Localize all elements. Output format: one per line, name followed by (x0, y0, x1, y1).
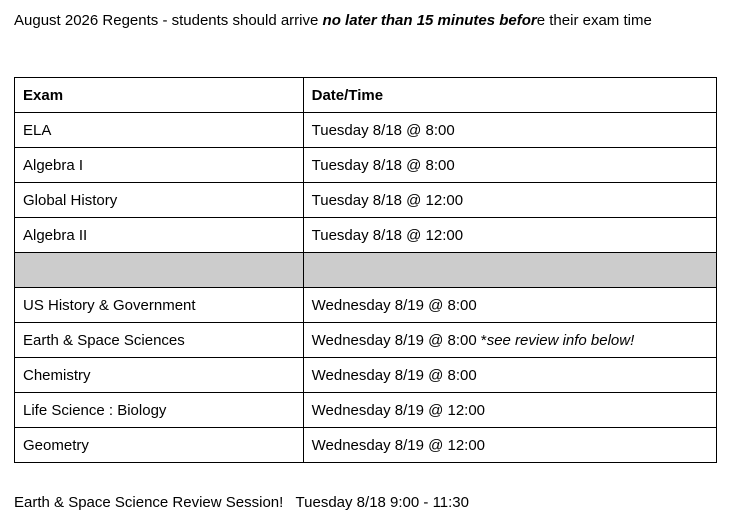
datetime-cell: Wednesday 8/19 @ 12:00 (303, 428, 716, 463)
exam-cell: Geometry (15, 428, 304, 463)
table-row (15, 113, 717, 148)
datetime-cell: Wednesday 8/19 @ 8:00 (303, 288, 716, 323)
exam-schedule-table (14, 77, 717, 463)
exam-cell: US History & Government (15, 288, 304, 323)
datetime-cell: Tuesday 8/18 @ 8:00 (303, 148, 716, 183)
exam-cell: Algebra II (15, 218, 304, 253)
announcement-emphasis: no later than 15 minutes befor (322, 12, 537, 29)
announcement-suffix: e their exam time (536, 12, 652, 29)
datetime-cell: Wednesday 8/19 @ 12:00 (303, 393, 716, 428)
exam-cell: Global History (15, 183, 304, 218)
datetime-cell: Tuesday 8/18 @ 12:00 (303, 218, 716, 253)
datetime-text: Wednesday 8/19 @ 8:00 * (311, 331, 487, 349)
table-row (15, 428, 717, 463)
table-row (15, 288, 717, 323)
exam-cell: Algebra I (15, 148, 304, 183)
announcement-prefix: August 2026 Regents - students should arrive (14, 12, 323, 29)
datetime-cell: Tuesday 8/18 @ 12:00 (303, 183, 716, 218)
datetime-cell: Tuesday 8/18 @ 8:00 (303, 113, 716, 148)
column-header-exam: Exam (15, 78, 304, 113)
review-session-info: Earth & Space Science Review Session! Tuesday 8/18 9:00 - 11:30 (14, 494, 469, 511)
exam-cell (15, 253, 304, 288)
exam-cell: Life Science : Biology (15, 393, 304, 428)
exam-cell: Chemistry (15, 358, 304, 393)
column-header-datetime: Date/Time (303, 78, 716, 113)
datetime-cell: Wednesday 8/19 @ 8:00 (303, 358, 716, 393)
table-row (15, 323, 717, 358)
table-row (15, 393, 717, 428)
table-row (15, 183, 717, 218)
table-row (15, 218, 717, 253)
exam-cell: ELA (15, 113, 304, 148)
separator-row (15, 253, 717, 288)
exam-cell: Earth & Space Sciences (15, 323, 304, 358)
review-note: see review info below! (486, 331, 635, 349)
datetime-cell (303, 323, 716, 358)
announcement-header (14, 12, 652, 29)
table-row (15, 358, 717, 393)
table-header-row (15, 78, 717, 113)
datetime-cell (303, 253, 716, 288)
table-row (15, 148, 717, 183)
